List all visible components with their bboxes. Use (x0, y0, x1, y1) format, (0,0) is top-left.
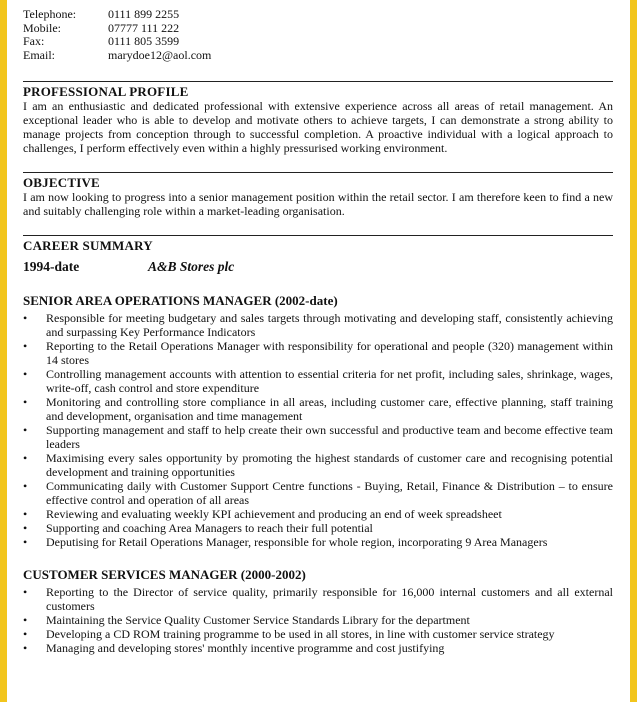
section-divider (23, 81, 613, 82)
profile-text: I am an enthusiastic and dedicated professional with extensive experience across all areas of retail management. An exceptional leader who is able to develop and motivate others to achieve targets, I can demonstrate a strong ability to manage projects from conception through to successful completion. A proactive individual with a logical approach to challenges, I perform effectively even within a highly pressurised working environment. (23, 99, 613, 155)
section-divider (23, 235, 613, 236)
contact-row-email (23, 48, 323, 62)
list-item-text: Communicating daily with Customer Support Centre functions - Buying, Retail, Finance & Distribution – to ensure effective control and operation of all areas (46, 479, 613, 507)
list-item-text: Reporting to the Director of service quality, primarily responsible for 16,000 internal customers and all external customers (46, 585, 613, 613)
employer-line (23, 259, 613, 275)
list-item (23, 641, 613, 655)
list-item (23, 395, 613, 423)
list-item-text: Maintaining the Service Quality Customer Service Standards Library for the department (46, 613, 470, 627)
list-item (23, 311, 613, 339)
contact-row-fax (23, 34, 323, 48)
bullet-icon: • (23, 395, 28, 409)
list-item-text: Supporting management and staff to help create their own successful and productive team and become effective team leaders (46, 423, 613, 451)
job-title: CUSTOMER SERVICES MANAGER (2000-2002) (23, 567, 306, 582)
bullet-icon: • (23, 423, 28, 437)
profile-heading: PROFESSIONAL PROFILE (23, 84, 189, 99)
contact-row-mobile (23, 21, 323, 35)
list-item-text: Deputising for Retail Operations Manager, responsible for whole region, incorporating 9 Area Managers (46, 535, 548, 549)
bullet-icon: • (23, 585, 28, 599)
list-item-text: Maximising every sales opportunity by promoting the highest standards of customer care and recognising potential development and training opportunities (46, 451, 613, 479)
bullet-icon: • (23, 521, 28, 535)
resume-content (23, 7, 613, 655)
list-item (23, 479, 613, 507)
employer-name: A&B Stores plc (148, 259, 235, 274)
bullet-icon: • (23, 339, 28, 353)
list-item (23, 507, 613, 521)
list-item-text: Developing a CD ROM training programme to be used in all stores, in line with customer service strategy (46, 627, 555, 641)
list-item (23, 367, 613, 395)
bullet-icon: • (23, 311, 28, 325)
objective-heading: OBJECTIVE (23, 175, 100, 190)
list-item (23, 585, 613, 613)
list-item (23, 339, 613, 367)
list-item-text: Responsible for meeting budgetary and sales targets through motivating and developing staff, consistently achieving and surpassing Key Performance Indicators (46, 311, 613, 339)
bullet-icon: • (23, 535, 28, 549)
list-item-text: Managing and developing stores' monthly incentive programme and cost justifying (46, 641, 445, 655)
contact-value: 0111 899 2255 (108, 7, 180, 21)
bullet-icon: • (23, 479, 28, 493)
contact-block (23, 7, 323, 61)
contact-label: Mobile: (23, 20, 61, 35)
list-item (23, 423, 613, 451)
contact-label: Email: (23, 47, 55, 62)
list-item (23, 521, 613, 535)
employment-period: 1994-date (23, 259, 80, 274)
contact-value: marydoe12@aol.com (108, 47, 212, 62)
bullet-icon: • (23, 507, 28, 521)
resume-page (7, 0, 630, 702)
job-responsibilities (23, 585, 613, 655)
list-item (23, 627, 613, 641)
list-item-text: Reviewing and evaluating weekly KPI achievement and producing an end of week spreadsheet (46, 507, 502, 521)
list-item (23, 535, 613, 549)
bullet-icon: • (23, 367, 28, 381)
job-title: SENIOR AREA OPERATIONS MANAGER (2002-date) (23, 293, 338, 308)
list-item-text: Reporting to the Retail Operations Manager with responsibility for operational and people (320) management within 14 stores (46, 339, 613, 367)
bullet-icon: • (23, 627, 28, 641)
list-item-text: Monitoring and controlling store compliance in all areas, including customer care, effective planning, staff training and development, organisation and time management (46, 395, 613, 423)
contact-label: Telephone: (23, 7, 77, 21)
contact-value: 07777 111 222 (108, 20, 180, 35)
list-item (23, 451, 613, 479)
bullet-icon: • (23, 451, 28, 465)
objective-text: I am now looking to progress into a senior management position within the retail sector. I am therefore keen to find a new and suitably challenging role within a market-leading organisation. (23, 190, 613, 218)
list-item-text: Controlling management accounts with attention to essential criteria for net profit, including sales, shrinkage, wages, write-off, cash control and store expenditure (46, 367, 613, 395)
bullet-icon: • (23, 641, 28, 655)
list-item-text: Supporting and coaching Area Managers to reach their full potential (46, 521, 373, 535)
list-item (23, 613, 613, 627)
job-responsibilities (23, 311, 613, 549)
contact-label: Fax: (23, 34, 45, 48)
career-heading: CAREER SUMMARY (23, 238, 153, 253)
section-divider (23, 172, 613, 173)
contact-value: 0111 805 3599 (108, 34, 180, 48)
contact-row-telephone (23, 7, 323, 21)
bullet-icon: • (23, 613, 28, 627)
